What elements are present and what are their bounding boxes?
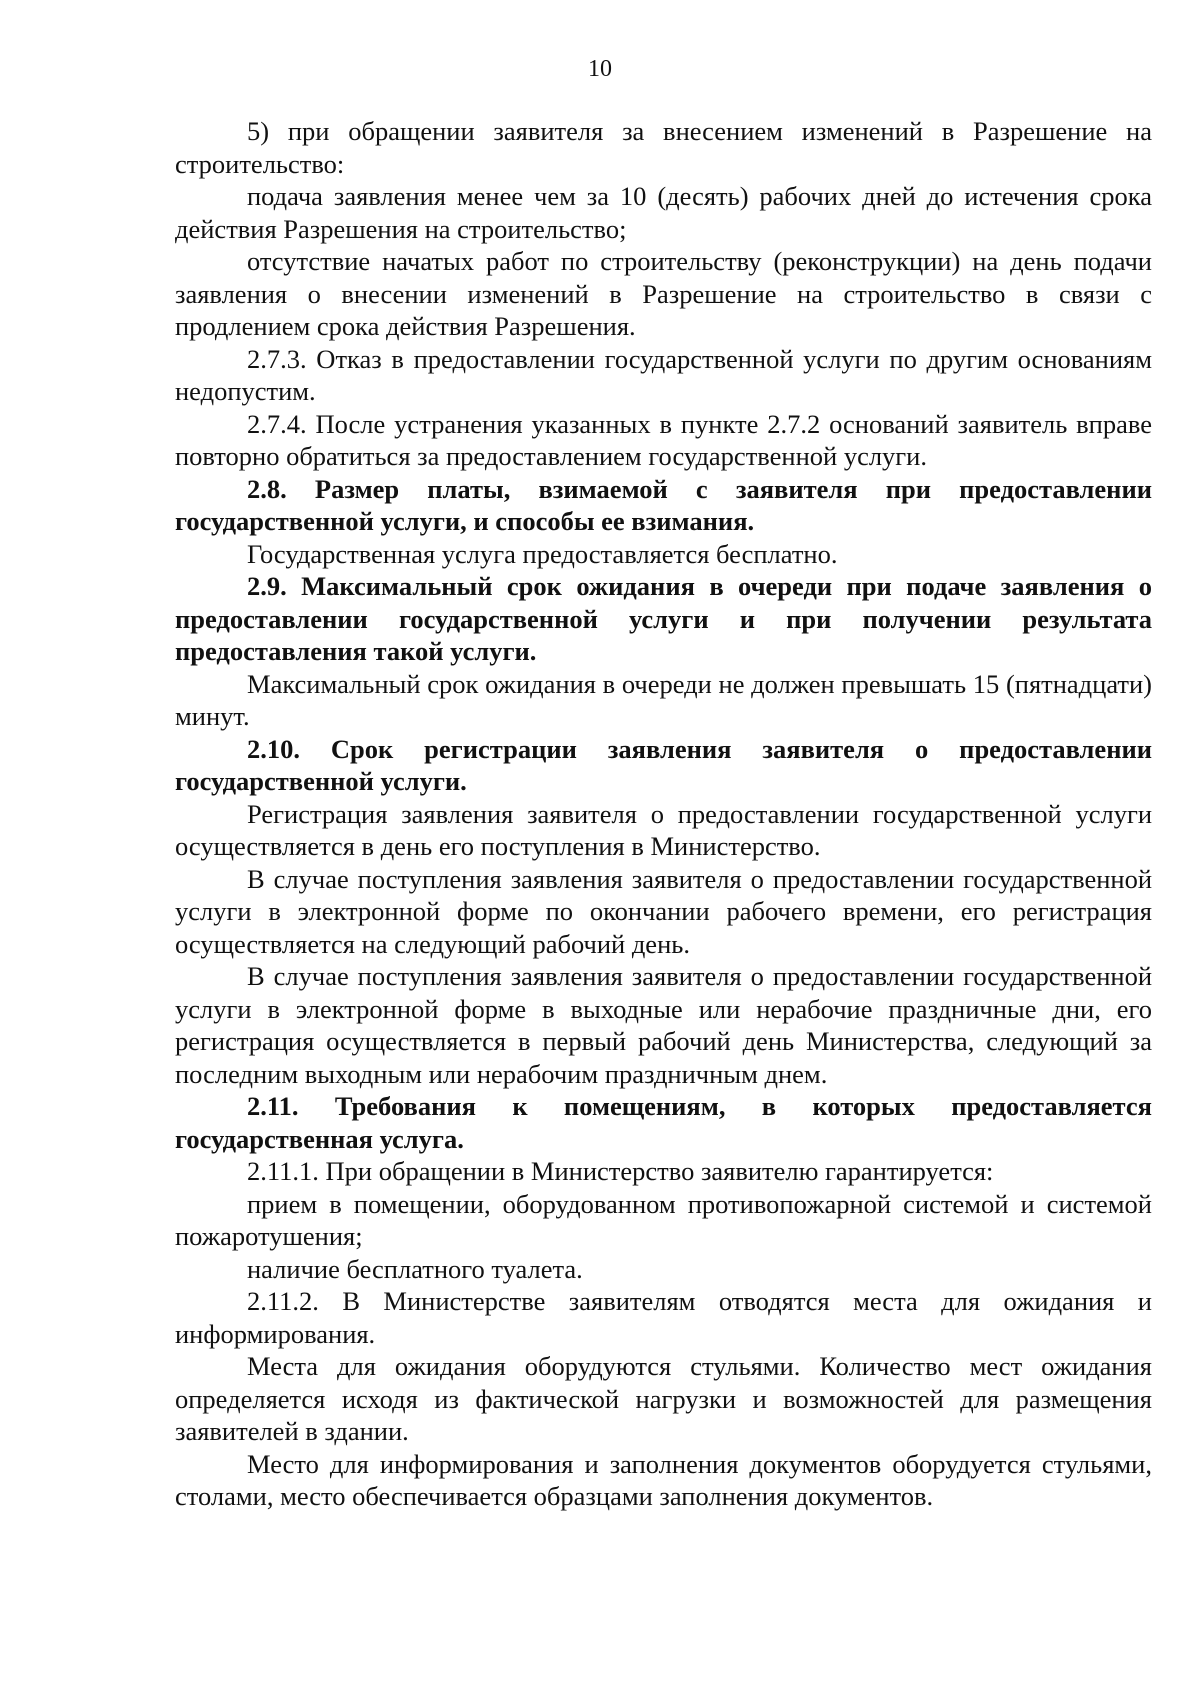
paragraph: Максимальный срок ожидания в очереди не должен превышать 15 (пятнадцати) минут. [175,668,1152,731]
paragraph: отсутствие начатых работ по строительству (реконструкции) на день подачи заявления о внесении изменений в Разрешение на строительство в связи с продлением срока действия Разрешения. [175,246,1152,341]
paragraph: прием в помещении, оборудованном противопожарной системой и системой пожаротушения; [175,1188,1152,1251]
paragraph: Регистрация заявления заявителя о предоставлении государственной услуги осуществляется в день его поступления в Министерство. [175,798,1152,861]
paragraph: 2.7.3. Отказ в предоставлении государственной услуги по другим основаниям недопустим. [175,343,1152,406]
document-body [175,115,1152,1513]
section-heading: 2.9. Максимальный срок ожидания в очереди при подаче заявления о предоставлении государственной услуги и при получении результата предоставления такой услуги. [175,571,1152,666]
paragraph: Государственная услуга предоставляется бесплатно. [247,538,838,569]
section-heading: 2.11. Требования к помещениям, в которых предоставляется государственная услуга. [175,1091,1152,1154]
paragraph: 2.11.1. При обращении в Министерство заявителю гарантируется: [247,1156,994,1186]
paragraph: В случае поступления заявления заявителя о предоставлении государственной услуги в электронной форме по окончании рабочего времени, его регистрация осуществляется на следующий рабочий день. [175,863,1152,959]
page-number: 10 [588,56,612,82]
paragraph: Место для информирования и заполнения документов оборудуется стульями, столами, место обеспечивается образцами заполнения документов. [175,1448,1152,1511]
paragraph: 2.11.2. В Министерстве заявителям отводятся места для ожидания и информирования. [175,1286,1152,1349]
paragraph: В случае поступления заявления заявителя о предоставлении государственной услуги в электронной форме в выходные или нерабочие праздничные дни, его регистрация осуществляется в первый рабочий день Министерства, следующий за последним выходным или нерабочим праздничным днем. [175,961,1152,1089]
section-heading: 2.10. Срок регистрации заявления заявителя о предоставлении государственной услуги. [175,733,1152,796]
paragraph: Места для ожидания оборудуются стульями. Количество мест ожидания определяется исходя из фактической нагрузки и возможностей для размещения заявителей в здании. [175,1351,1152,1446]
paragraph: 5) при обращении заявителя за внесением изменений в Разрешение на строительство: [175,116,1152,179]
section-heading: 2.8. Размер платы, взимаемой с заявителя при предоставлении государственной услуги, и способы ее взимания. [175,473,1152,536]
paragraph: наличие бесплатного туалета. [247,1253,583,1284]
paragraph: 2.7.4. После устранения указанных в пункте 2.7.2 оснований заявитель вправе повторно обратиться за предоставлением государственной услуги. [175,408,1152,471]
paragraph: подача заявления менее чем за 10 (десять) рабочих дней до истечения срока действия Разрешения на строительство; [175,181,1152,244]
